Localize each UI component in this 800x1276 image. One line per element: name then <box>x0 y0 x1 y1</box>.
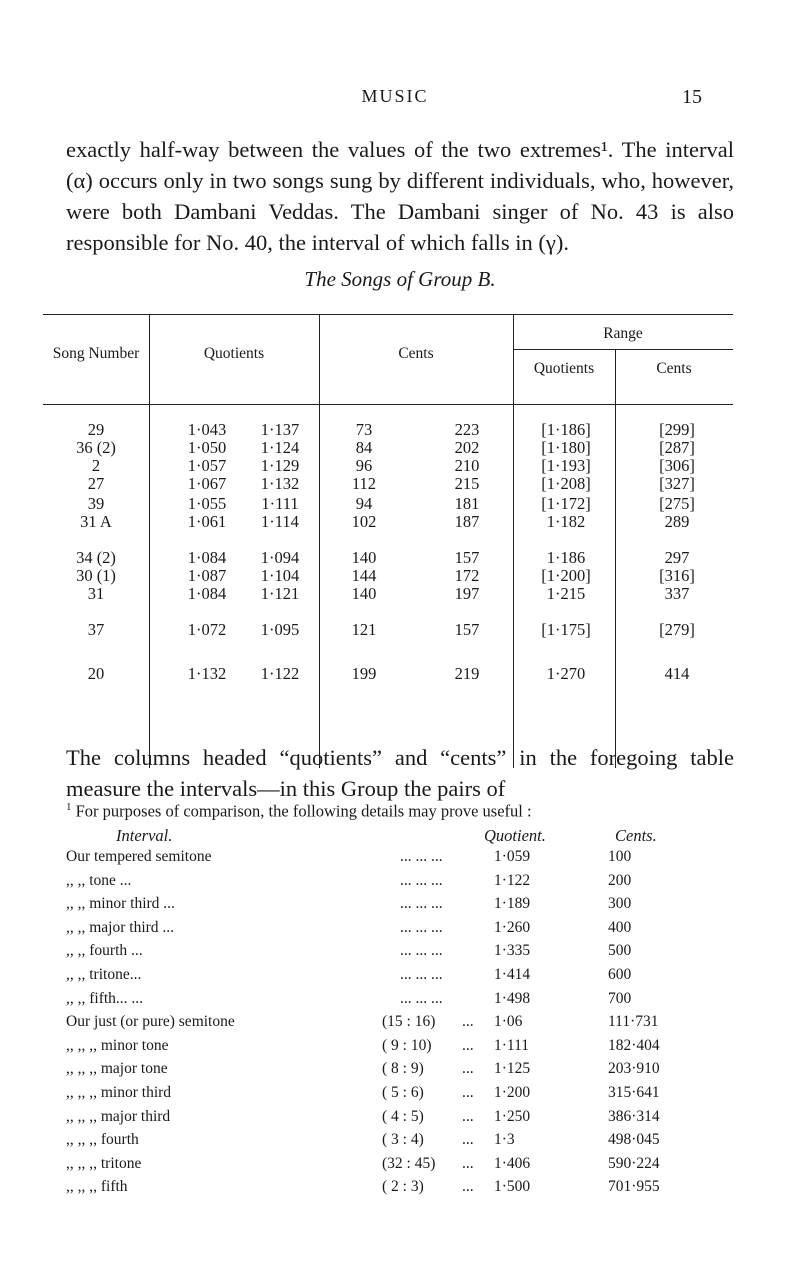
cell-range-cents: 297 <box>664 548 690 567</box>
footnote-interval: ,, ,, minor third ... <box>66 895 175 912</box>
footnote-quotient: 1·06 <box>494 1013 523 1030</box>
footnote-quotient: 1·260 <box>494 919 531 936</box>
intro-paragraph <box>66 134 734 258</box>
footnote-leader: ... ... ... <box>400 848 443 865</box>
cell-quotient-low: 1·061 <box>187 512 227 531</box>
cell-cents-high: 157 <box>454 620 480 639</box>
cell-range-quotient: [1·172] <box>541 494 591 513</box>
footnote-interval: ,, ,, tone ... <box>66 872 132 889</box>
cell-quotient-high: 1·124 <box>260 438 300 457</box>
footnote-interval: ,, ,, ,, major third <box>66 1108 171 1125</box>
column-divider <box>319 314 320 768</box>
cell-range-cents: [287] <box>659 438 695 457</box>
cell-range-cents: [279] <box>659 620 695 639</box>
footnote-ratio: (15 : 16) <box>382 1013 436 1030</box>
cell-quotient-low: 1·072 <box>187 620 227 639</box>
header-range: Range <box>603 325 643 342</box>
footnote-cents: 498·045 <box>608 1131 660 1148</box>
footnote-leader: ... <box>462 1013 474 1030</box>
footnote-interval: ,, ,, ,, minor third <box>66 1084 172 1101</box>
footnote-interval: ,, ,, ,, tritone <box>66 1155 142 1172</box>
footnote-quotient: 1·059 <box>494 848 531 865</box>
footnote-interval: Our tempered semitone <box>66 848 212 865</box>
cell-song-number: 34 (2) <box>76 548 116 567</box>
footnote-interval: ,, ,, tritone... <box>66 966 142 983</box>
cell-quotient-high: 1·132 <box>260 474 300 493</box>
footnote-leader: ... <box>462 1131 474 1148</box>
footnote-leader: ... ... ... <box>400 966 443 983</box>
footnote-interval: ,, ,, ,, minor tone <box>66 1037 169 1054</box>
footnote-ratio: ( 8 : 9) <box>382 1060 424 1077</box>
footnote-leader: ... <box>462 1060 474 1077</box>
closing-paragraph <box>66 742 734 804</box>
cell-quotient-high: 1·111 <box>261 494 299 513</box>
footnote-cents: 111·731 <box>608 1013 659 1030</box>
footnote-marker: 1 <box>66 801 72 813</box>
page-header <box>0 86 800 116</box>
footnote-leader: ... ... ... <box>400 872 443 889</box>
footnote-leader: ... ... ... <box>400 919 443 936</box>
cell-range-cents: [316] <box>659 566 695 585</box>
cell-range-cents: [299] <box>659 420 695 439</box>
cell-cents-high: 210 <box>454 456 480 475</box>
cell-cents-low: 112 <box>351 474 377 493</box>
page-number: 15 <box>682 86 702 108</box>
cell-range-quotient: 1·182 <box>546 512 586 531</box>
cell-quotient-high: 1·094 <box>260 548 300 567</box>
cell-cents-high: 223 <box>454 420 480 439</box>
cell-range-cents: 414 <box>664 664 690 683</box>
footnote-intro-text: For purposes of comparison, the following details may prove useful : <box>75 801 532 821</box>
cell-quotient-low: 1·087 <box>187 566 227 585</box>
footnote-ratio: ( 9 : 10) <box>382 1037 432 1054</box>
cell-song-number: 31 <box>87 584 105 603</box>
footnote-interval: ,, ,, fourth ... <box>66 942 143 959</box>
footnote-quotient: 1·189 <box>494 895 531 912</box>
running-head: MUSIC <box>361 86 429 106</box>
footnote-cents: 600 <box>608 966 632 983</box>
cell-range-cents: 289 <box>664 512 690 531</box>
cell-range-quotient: 1·270 <box>546 664 586 683</box>
range-divider-rule <box>513 349 733 350</box>
cell-range-quotient: [1·208] <box>541 474 591 493</box>
footnote-ratio: ( 4 : 5) <box>382 1108 424 1125</box>
cell-quotient-low: 1·084 <box>187 548 227 567</box>
cell-cents-high: 181 <box>454 494 480 513</box>
cell-song-number: 30 (1) <box>76 566 116 585</box>
cell-quotient-low: 1·055 <box>187 494 227 513</box>
cell-quotient-high: 1·137 <box>260 420 300 439</box>
cell-quotient-low: 1·057 <box>187 456 227 475</box>
footnote-cents: 100 <box>608 848 632 865</box>
footnote-header-quotient: Quotient. <box>484 826 546 845</box>
footnote-interval: ,, ,, fifth... ... <box>66 990 144 1007</box>
footnote-leader: ... <box>462 1084 474 1101</box>
footnote-interval: ,, ,, ,, major tone <box>66 1060 168 1077</box>
cell-cents-low: 199 <box>351 664 377 683</box>
cell-quotient-high: 1·129 <box>260 456 300 475</box>
footnote-leader: ... <box>462 1155 474 1172</box>
footnote-quotient: 1·406 <box>494 1155 531 1172</box>
header-song-number: Song Number <box>52 345 140 362</box>
footnote-cents: 701·955 <box>608 1178 660 1195</box>
cell-cents-low: 84 <box>355 438 373 457</box>
cell-cents-low: 73 <box>355 420 373 439</box>
footnote-quotient: 1·122 <box>494 872 531 889</box>
cell-cents-low: 121 <box>351 620 377 639</box>
cell-range-quotient: [1·175] <box>541 620 591 639</box>
footnote-cents: 203·910 <box>608 1060 660 1077</box>
footnote-cents: 700 <box>608 990 632 1007</box>
cell-cents-high: 202 <box>454 438 480 457</box>
column-divider <box>513 314 514 768</box>
footnote-interval: ,, ,, ,, fifth <box>66 1178 128 1195</box>
cell-cents-low: 102 <box>351 512 377 531</box>
footnote-quotient: 1·200 <box>494 1084 531 1101</box>
cell-range-quotient: [1·200] <box>541 566 591 585</box>
footnote-leader: ... <box>462 1037 474 1054</box>
footnote-leader: ... ... ... <box>400 895 443 912</box>
cell-cents-high: 187 <box>454 512 480 531</box>
footnote-cents: 400 <box>608 919 632 936</box>
header-range-quotients: Quotients <box>533 360 595 377</box>
footnote-quotient: 1·414 <box>494 966 531 983</box>
footnote-ratio: ( 3 : 4) <box>382 1131 424 1148</box>
header-cents: Cents <box>398 345 434 362</box>
footnote-ratio: ( 5 : 6) <box>382 1084 424 1101</box>
cell-range-quotient: [1·193] <box>541 456 591 475</box>
cell-cents-low: 140 <box>351 548 377 567</box>
footnote-interval: ,, ,, major third ... <box>66 919 175 936</box>
footnote-cents: 590·224 <box>608 1155 660 1172</box>
footnote-ratio: ( 2 : 3) <box>382 1178 424 1195</box>
footnote-intro <box>66 801 532 822</box>
footnote-cents: 182·404 <box>608 1037 660 1054</box>
footnote-cents: 200 <box>608 872 632 889</box>
cell-cents-high: 197 <box>454 584 480 603</box>
footnote-leader: ... <box>462 1178 474 1195</box>
cell-cents-high: 215 <box>454 474 480 493</box>
cell-quotient-high: 1·095 <box>260 620 300 639</box>
cell-quotient-low: 1·067 <box>187 474 227 493</box>
cell-cents-low: 96 <box>355 456 373 475</box>
footnote-leader: ... <box>462 1108 474 1125</box>
footnote-cents: 386·314 <box>608 1108 660 1125</box>
cell-range-quotient: [1·180] <box>541 438 591 457</box>
cell-range-cents: [327] <box>659 474 695 493</box>
cell-quotient-high: 1·121 <box>260 584 300 603</box>
cell-range-quotient: 1·186 <box>546 548 586 567</box>
header-range-cents: Cents <box>656 360 692 377</box>
footnote-cents: 315·641 <box>608 1084 660 1101</box>
table-title: The Songs of Group B. <box>304 267 496 291</box>
cell-range-quotient: [1·186] <box>541 420 591 439</box>
footnote-leader: ... ... ... <box>400 942 443 959</box>
footnote-ratio: (32 : 45) <box>382 1155 436 1172</box>
column-divider <box>615 349 616 768</box>
cell-song-number: 37 <box>87 620 105 639</box>
cell-cents-high: 172 <box>454 566 480 585</box>
cell-song-number: 39 <box>87 494 105 513</box>
footnote-cents: 500 <box>608 942 632 959</box>
cell-cents-high: 157 <box>454 548 480 567</box>
header-quotients: Quotients <box>203 345 265 362</box>
footnote-header-cents: Cents. <box>615 826 657 845</box>
cell-range-cents: [275] <box>659 494 695 513</box>
cell-range-cents: [306] <box>659 456 695 475</box>
cell-cents-high: 219 <box>454 664 480 683</box>
cell-quotient-low: 1·132 <box>187 664 227 683</box>
cell-song-number: 36 (2) <box>76 438 116 457</box>
column-divider <box>149 314 150 768</box>
cell-quotient-low: 1·084 <box>187 584 227 603</box>
cell-quotient-high: 1·122 <box>260 664 300 683</box>
footnote-quotient: 1·250 <box>494 1108 531 1125</box>
footnote-interval: Our just (or pure) semitone <box>66 1013 235 1030</box>
cell-cents-low: 94 <box>355 494 373 513</box>
footnote-leader: ... ... ... <box>400 990 443 1007</box>
footnote-quotient: 1·498 <box>494 990 531 1007</box>
closing-paragraph-text: The columns headed “quotients” and “cents” in the foregoing table measure the intervals—in this Group the pairs of <box>66 745 734 801</box>
cell-quotient-high: 1·114 <box>261 512 299 531</box>
table-header-rule <box>43 404 733 405</box>
intro-paragraph-text: exactly half-way between the values of the two extremes¹. The interval (α) occurs only in two songs sung by different individuals, who, however, were both Dambani Veddas. The Dambani singer of No. 43 is also responsible for No. 40, the interval of which falls in (γ). <box>66 137 734 255</box>
cell-song-number: 20 <box>87 664 105 683</box>
cell-quotient-low: 1·050 <box>187 438 227 457</box>
footnote-quotient: 1·335 <box>494 942 531 959</box>
cell-range-quotient: 1·215 <box>546 584 586 603</box>
footnote-quotient: 1·3 <box>494 1131 515 1148</box>
cell-quotient-low: 1·043 <box>187 420 227 439</box>
footnote-cents: 300 <box>608 895 632 912</box>
footnote-header-interval: Interval. <box>116 826 173 845</box>
cell-cents-low: 140 <box>351 584 377 603</box>
table-top-rule <box>43 314 733 315</box>
cell-song-number: 27 <box>87 474 105 493</box>
cell-range-cents: 337 <box>664 584 690 603</box>
cell-quotient-high: 1·104 <box>260 566 300 585</box>
footnote-quotient: 1·111 <box>494 1037 530 1054</box>
cell-song-number: 31 A <box>80 512 112 531</box>
footnote-quotient: 1·125 <box>494 1060 531 1077</box>
cell-cents-low: 144 <box>351 566 377 585</box>
footnote-interval: ,, ,, ,, fourth <box>66 1131 139 1148</box>
footnote-quotient: 1·500 <box>494 1178 531 1195</box>
cell-song-number: 2 <box>91 456 101 475</box>
cell-song-number: 29 <box>87 420 105 439</box>
